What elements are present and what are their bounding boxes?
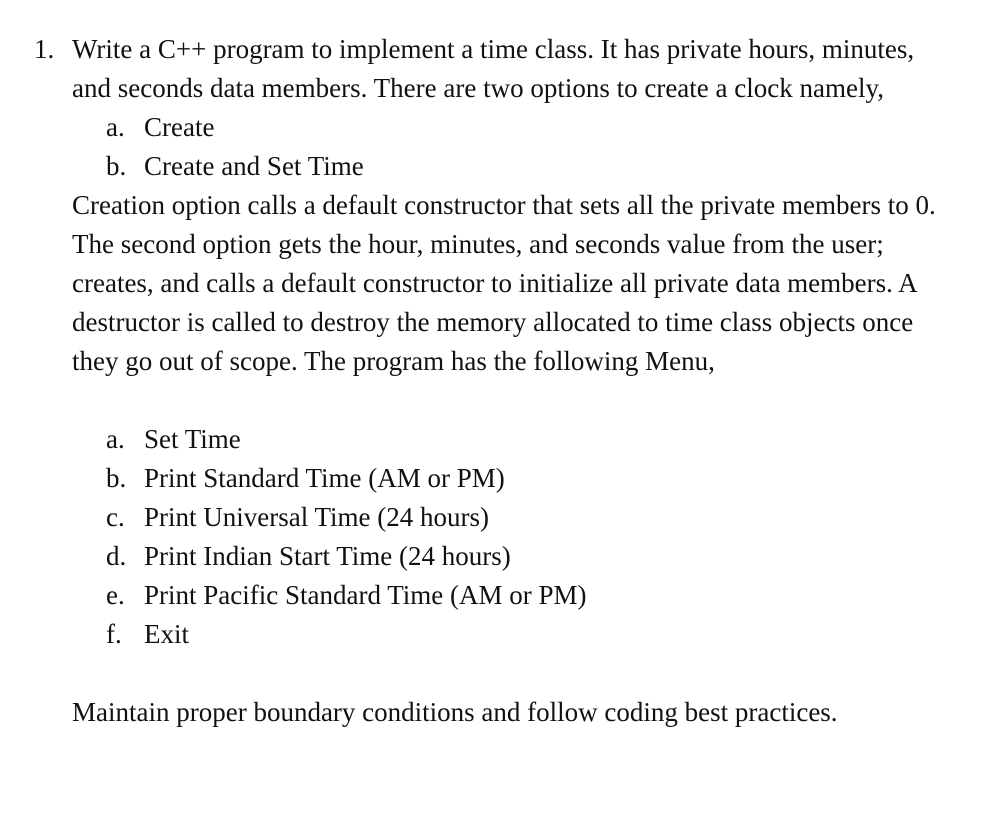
question-body <box>72 30 954 732</box>
option-text: Create <box>144 112 215 142</box>
menu-letter: e. <box>106 580 125 610</box>
menu-text: Print Pacific Standard Time (AM or PM) <box>144 580 587 610</box>
list-item <box>106 459 954 498</box>
question-block <box>34 30 954 732</box>
menu-text: Print Indian Start Time (24 hours) <box>144 541 511 571</box>
menu-list <box>72 420 954 654</box>
question-row <box>34 30 954 732</box>
list-item <box>106 498 954 537</box>
menu-letter: d. <box>106 541 127 571</box>
menu-text: Print Standard Time (AM or PM) <box>144 463 505 493</box>
clock-options-list <box>72 108 954 186</box>
option-text: Create and Set Time <box>144 151 364 181</box>
closing-instruction: Maintain proper boundary conditions and follow coding best practices. <box>72 697 838 727</box>
menu-letter: a. <box>106 424 125 454</box>
list-item <box>106 615 954 654</box>
list-item <box>106 420 954 459</box>
option-letter: b. <box>106 151 127 181</box>
question-intro: Write a C++ program to implement a time class. It has private hours, minutes, and seconds data members. There are two options to create a clock namely, <box>72 34 915 103</box>
menu-text: Set Time <box>144 424 241 454</box>
menu-letter: b. <box>106 463 127 493</box>
menu-text: Print Universal Time (24 hours) <box>144 502 490 532</box>
list-item <box>106 147 954 186</box>
menu-letter: c. <box>106 502 125 532</box>
paragraph-spacer <box>72 654 954 693</box>
list-item <box>106 576 954 615</box>
list-item <box>106 537 954 576</box>
question-number: 1. <box>34 34 55 64</box>
menu-letter: f. <box>106 619 122 649</box>
menu-text: Exit <box>144 619 189 649</box>
option-letter: a. <box>106 112 125 142</box>
paragraph-spacer <box>72 381 954 420</box>
list-item <box>106 108 954 147</box>
question-description: Creation option calls a default constructor that sets all the private members to 0. The second option gets the hour, minutes, and seconds value from the user; creates, and calls a default constructor to initialize all private data members. A destructor is called to destroy the memory allocated to time class objects once they go out of scope. The program has the following Menu, <box>72 190 936 376</box>
